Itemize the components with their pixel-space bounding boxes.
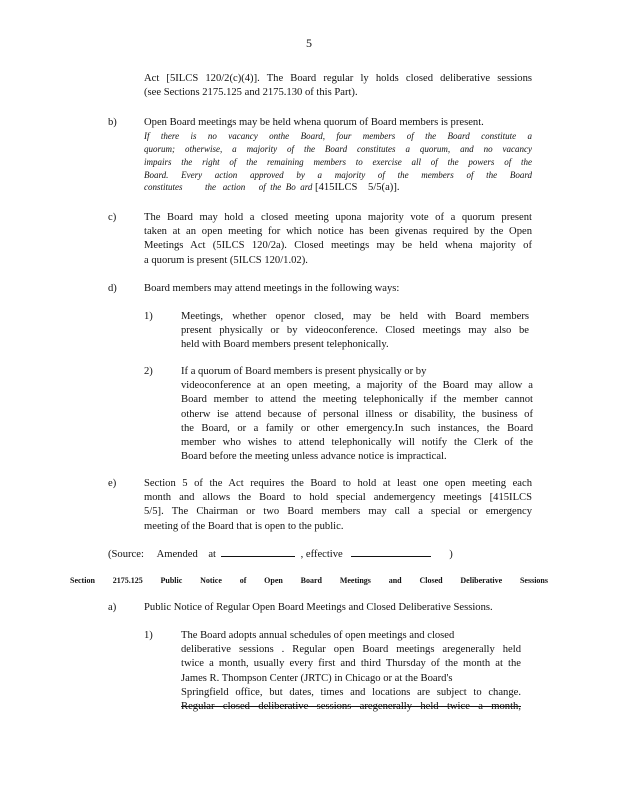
- item-b-paragraph: [144, 116, 532, 196]
- text-line: month and allows the Board to hold special andemergency meetings [415ILCS: [144, 492, 532, 504]
- statute-quote-line: Board. Every action approved by a majority of the members of the Board: [144, 169, 532, 180]
- statute-quote-line: impairs the right of the remaining members to exercise all of the powers of the: [144, 156, 532, 167]
- text-line: meeting of the Board that is open to the public.: [144, 520, 344, 532]
- text-line: Springfield office, but dates, times and locations are subject to change.: [181, 686, 521, 698]
- heading-word: Public: [160, 576, 183, 585]
- item-d-2-paragraph: [181, 365, 533, 464]
- text-line: the Board, or a family or other emergency.In such instances, the Board: [181, 422, 533, 434]
- item-a-1-label: 1): [144, 630, 153, 641]
- heading-word: Sessions: [519, 576, 548, 585]
- amended-blank: [221, 546, 295, 557]
- text-line: Meetings Act (5ILCS 120/2a). Closed meetings may be held whena majority of: [144, 240, 532, 252]
- section-label: Section: [70, 576, 95, 585]
- item-c-label: c): [108, 212, 117, 223]
- item-a-label: a): [108, 602, 117, 613]
- heading-word: Notice: [200, 576, 222, 585]
- text-line: 5/5]. The Chairman or two Board members may call a special or emergency: [144, 506, 532, 518]
- source-amended: Amended at: [156, 549, 216, 560]
- text-line: James R. Thompson Center (JRTC) in Chicago or at the Board's: [181, 672, 453, 684]
- text-line: otherw ise attend because of personal illness or disability, the business of: [181, 408, 533, 420]
- effective-blank: [351, 546, 431, 557]
- item-d-1-paragraph: [181, 310, 529, 353]
- heading-word: Open: [264, 576, 283, 585]
- text-line: Board before the meeting unless advance notice is impractical.: [181, 451, 447, 463]
- text-line: member who wishes to attend telephonically will notify the Clerk of the: [181, 437, 533, 449]
- text-line: videoconference at an open meeting, a majority of the Board may allow a: [181, 380, 533, 392]
- text-line: Board member to attend the meeting telephonically if the member cannot: [181, 394, 533, 406]
- source-close: ): [449, 549, 453, 560]
- heading-word: of: [239, 576, 247, 585]
- text-line: deliberative sessions . Regular open Board meetings aregenerally held: [181, 644, 521, 656]
- item-a-paragraph: [144, 601, 538, 615]
- item-b-label: b): [108, 117, 117, 128]
- text-line: The Board adopts annual schedules of open meetings and closed: [181, 630, 455, 641]
- heading-word: Board: [300, 576, 322, 585]
- text-line: Public Notice of Regular Open Board Meetings and Closed Deliberative Sessions.: [144, 602, 493, 613]
- item-e-paragraph: [144, 477, 532, 534]
- item-e-label: e): [108, 478, 117, 489]
- section-heading: [70, 576, 548, 585]
- source-note: [108, 546, 453, 562]
- heading-word: Meetings: [339, 576, 371, 585]
- text-line: twice a month, usually every first and third Thursday of the month at the: [181, 658, 521, 670]
- deleted-text-line: Regular closed deliberative sessions aregenerally held twice a month,: [181, 701, 521, 713]
- citation: [415ILCS 5/5(a)].: [312, 182, 400, 194]
- statute-quote-tail: constitutes the action of the Bo ard: [144, 182, 313, 193]
- item-d-label: d): [108, 283, 117, 294]
- text-line: held with Board members present telephonically.: [181, 339, 389, 351]
- item-c-paragraph: [144, 211, 532, 268]
- item-d-lead: [144, 282, 434, 296]
- section-number: 2175.125: [112, 576, 143, 585]
- text-line: (see Sections 2175.125 and 2175.130 of this Part).: [144, 87, 358, 99]
- text-line: Meetings, whether openor closed, may be held with Board members: [181, 311, 529, 322]
- text-line: taken at an open meeting for which notice has been givenas required by the Open: [144, 226, 532, 238]
- text-line: Section 5 of the Act requires the Board to hold at least one open meeting each: [144, 478, 532, 489]
- page-number: 5: [306, 36, 312, 50]
- item-d-2-label: 2): [144, 366, 153, 377]
- statute-quote-line: quorum; otherwise, a majority of the Board constitutes a quorum, and no vacancy: [144, 144, 532, 154]
- item-d-1-label: 1): [144, 311, 153, 322]
- text-line: present physically or by videoconference. Closed meetings may also be: [181, 325, 529, 337]
- text-line: The Board may hold a closed meeting upona majority vote of a quorum present: [144, 212, 532, 223]
- item-a-1-paragraph: [181, 629, 521, 714]
- text-line: a quorum is present (5ILCS 120/1.02).: [144, 254, 308, 266]
- text-line: Act [5ILCS 120/2(c)(4)]. The Board regular ly holds closed deliberative sessions: [144, 73, 532, 84]
- source-effective: , effective: [300, 549, 343, 560]
- heading-word: and: [388, 576, 402, 585]
- item-b-lead: Open Board meetings may be held whena quorum of Board members is present.: [144, 117, 484, 128]
- statute-quote-last-line: [144, 181, 532, 195]
- intro-paragraph: [144, 72, 532, 100]
- source-open: (Source:: [108, 549, 144, 560]
- text-line: Board members may attend meetings in the following ways:: [144, 283, 400, 294]
- heading-word: Closed: [419, 576, 443, 585]
- text-line: If a quorum of Board members is present physically or by: [181, 366, 427, 377]
- statute-quote-line: If there is no vacancy onthe Board, four members of the Board constitute a: [144, 131, 532, 142]
- heading-word: Deliberative: [460, 576, 503, 585]
